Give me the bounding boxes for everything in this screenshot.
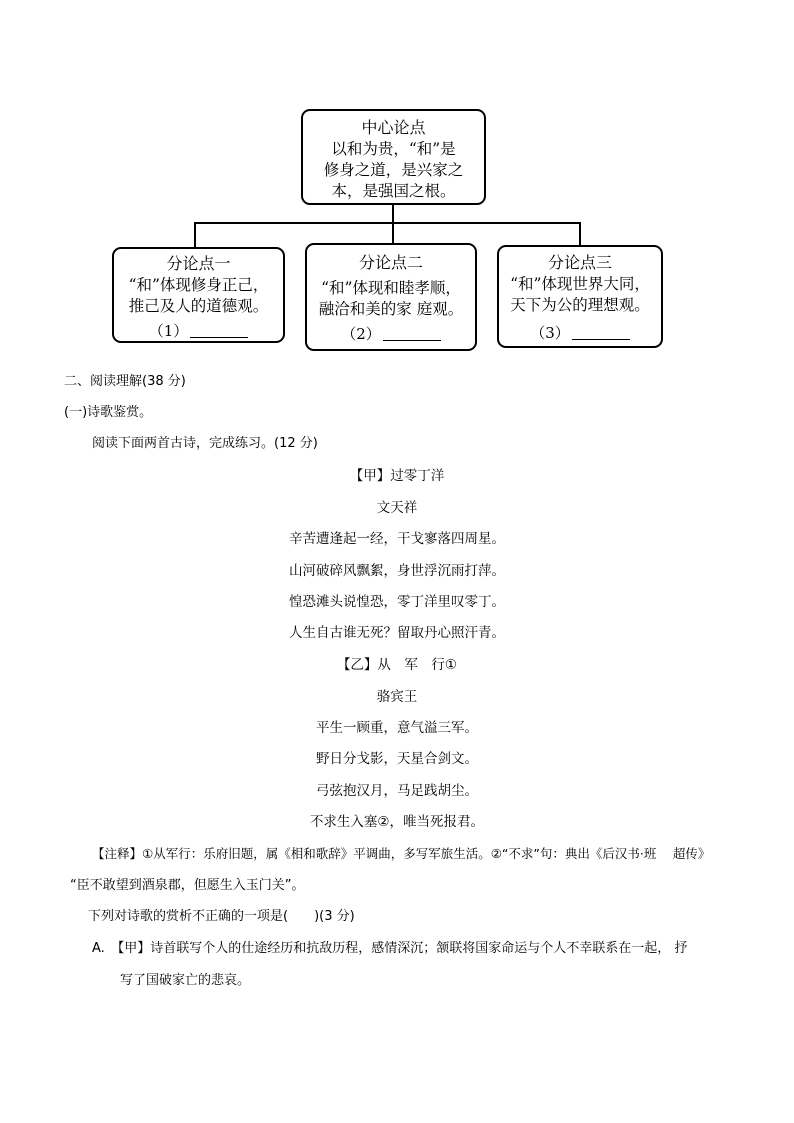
annotation-line-2: “臣不敢望到酒泉郡，但愿生入玉门关”。: [70, 878, 305, 893]
blank-label: （2）: [341, 325, 381, 343]
sub-argument-title: 分论点一: [166, 254, 231, 273]
answer-blank-3[interactable]: [499, 322, 661, 344]
connector-middle: [392, 222, 394, 244]
blank-line: [383, 326, 441, 341]
section-title: 二、阅读理解(38 分): [64, 374, 186, 389]
central-argument-line-3: 本，是强国之根。: [331, 182, 456, 200]
central-argument-line-2: 修身之道，是兴家之: [323, 161, 464, 179]
sub-argument-box-1: [112, 247, 285, 343]
poem1-line-2: 山河破碎风飘絮，身世浮沉雨打萍。: [289, 563, 505, 579]
option-a-line-2: 写了国破家亡的悲哀。: [120, 973, 251, 988]
poem1-author: 文天祥: [376, 500, 418, 516]
blank-label: （3）: [530, 324, 570, 342]
central-argument-title: 中心论点: [361, 118, 426, 137]
option-a-line-1[interactable]: A. 【甲】诗首联写个人的仕途经历和抗敌历程，感情深沉；颔联将国家命运与个人不幸联系在一起， 抒: [92, 941, 688, 956]
annotation-line-1: 【注释】①从军行：乐府旧题，属《相和歌辞》平调曲，多写军旅生活。②“不求”句：典出《后汉书·班 超传》: [92, 846, 711, 861]
poem2-line-3: 弓弦抱汉月，马足践胡尘。: [316, 783, 478, 799]
sub-argument-line: 推己及人的道德观。: [128, 297, 269, 315]
blank-label: （1）: [148, 322, 189, 340]
question-stem: 下列对诗歌的赏析不正确的一项是( )(3 分): [88, 909, 355, 924]
poem2-line-4: 不求生入塞②，唯当死报君。: [309, 814, 485, 830]
poem1-line-1: 辛苦遭逢起一经，干戈寥落四周星。: [289, 531, 505, 547]
connector-left: [194, 222, 196, 247]
sub-argument-title: 分论点二: [358, 253, 423, 272]
sub-argument-box-3: [497, 245, 663, 348]
central-argument-box: [301, 109, 486, 205]
poem1-title: 【甲】过零丁洋: [349, 468, 445, 484]
poem1-line-3: 惶恐滩头说惶恐，零丁洋里叹零丁。: [289, 594, 505, 610]
instruction: 阅读下面两首古诗，完成练习。(12 分): [92, 436, 318, 451]
sub-argument-line: “和”体现和睦孝顺，: [321, 279, 461, 297]
sub-argument-line: “和”体现修身正己，: [128, 276, 269, 294]
poem2-author: 骆宾王: [376, 689, 418, 705]
sub-argument-line: “和”体现世界大同，: [510, 275, 650, 293]
sub-argument-box-2: [305, 243, 477, 351]
poem2-line-1: 平生一顾重，意气溢三军。: [316, 720, 478, 736]
sub-argument-line: 融洽和美的家 庭观。: [318, 300, 464, 318]
blank-line: [190, 323, 248, 338]
blank-line: [572, 325, 630, 340]
subsection-title: (一)诗歌鉴赏。: [64, 405, 153, 420]
central-argument-line-1: 以和为贵，“和”是: [331, 140, 456, 158]
poem2-line-2: 野日分戈影，天星合剑文。: [316, 751, 478, 767]
sub-argument-title: 分论点三: [547, 253, 612, 272]
connector-bar: [194, 222, 581, 224]
answer-blank-2[interactable]: [307, 323, 475, 345]
answer-blank-1[interactable]: [114, 320, 283, 342]
poem1-line-4: 人生自古谁无死？留取丹心照汗青。: [289, 625, 505, 641]
connector-right: [579, 222, 581, 247]
poem2-title: 【乙】从 军 行①: [336, 657, 458, 673]
sub-argument-line: 天下为公的理想观。: [510, 296, 650, 314]
